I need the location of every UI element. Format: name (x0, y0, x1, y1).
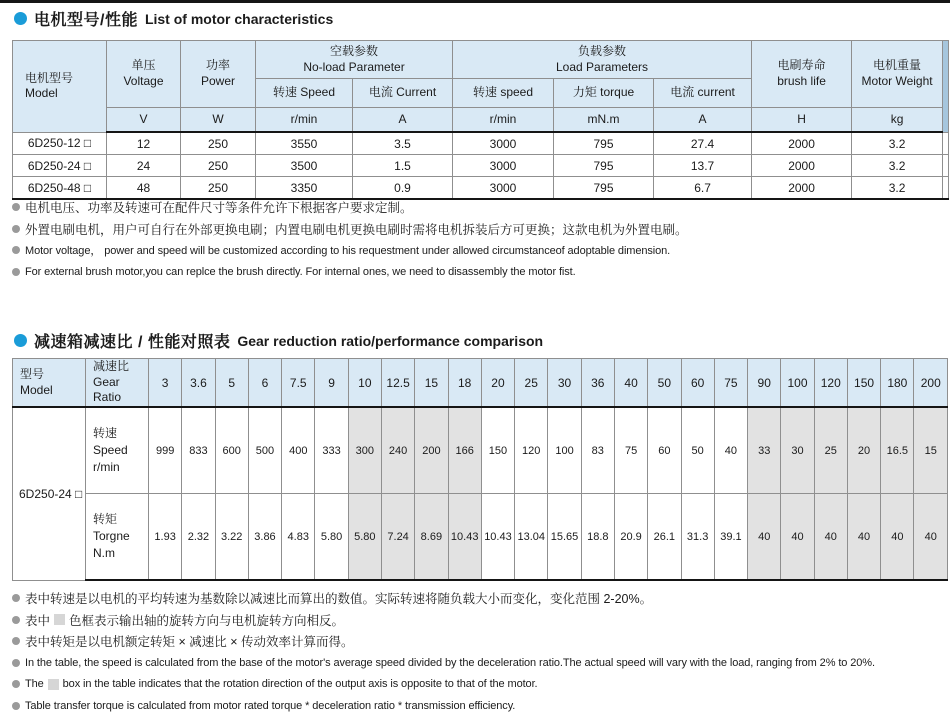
ratio-header-cell: 15 (415, 359, 448, 408)
value-cell: 12 (107, 132, 181, 155)
ratio-header-cell: 36 (581, 359, 614, 408)
value-cell: 2000 (752, 132, 852, 155)
ratio-header-cell: 180 (881, 359, 914, 408)
unit-load-speed: r/min (453, 108, 554, 133)
note-item (12, 656, 875, 670)
value-cell: 24 (107, 155, 181, 177)
value-cell: 3500 (256, 155, 353, 177)
value-cell: 200 (415, 407, 448, 494)
header-gear-ratio: 减速比 Gear Ratio (86, 359, 149, 408)
note-text: The (25, 678, 44, 690)
ratio-header-cell: 12.5 (381, 359, 414, 408)
value-cell: 7.24 (381, 494, 414, 581)
motor-row (13, 177, 949, 200)
header-load-current: 电流 current (654, 79, 752, 108)
value-cell: 3.86 (248, 494, 281, 581)
value-cell: 40 (748, 494, 781, 581)
note-item (12, 699, 875, 713)
bullet-dot-icon (14, 12, 27, 25)
value-cell: 33 (748, 407, 781, 494)
value-cell: 13.7 (654, 155, 752, 177)
unit-power: W (181, 108, 256, 133)
speed-row (13, 407, 948, 494)
note-text: 表中转速是以电机的平均转速为基数除以减速比而算出的数值。实际转速将随负载大小而变化，变化范围 2-20%。 (25, 592, 653, 606)
torque-row (13, 494, 948, 581)
value-cell: 0.9 (353, 177, 453, 200)
value-cell: 3550 (256, 132, 353, 155)
value-cell: 20.9 (614, 494, 647, 581)
value-cell: 13.04 (515, 494, 548, 581)
note-text: In the table, the speed is calculated from the base of the motor's average speed divided by the deceleration ratio.The actual speed will vary with the load, ranging from 2% to 20%. (25, 656, 875, 669)
value-cell: 2.32 (182, 494, 215, 581)
ratio-header-cell: 9 (315, 359, 348, 408)
motor-row (13, 155, 949, 177)
header-noload-group: 空载参数 No-load Parameter (256, 41, 453, 79)
value-cell: 83 (581, 407, 614, 494)
ratio-header-cell: 120 (814, 359, 847, 408)
note-item (12, 200, 688, 214)
page-edge-sliver (943, 132, 949, 155)
section2-title-zh: 减速箱减速比 / 性能对照表 (34, 334, 231, 351)
bullet-icon (12, 203, 20, 211)
motor-row (13, 132, 949, 155)
header-model: 型号 Model (13, 359, 86, 408)
bullet-icon (12, 594, 20, 602)
ratio-header-cell: 25 (515, 359, 548, 408)
header-motor-weight: 电机重量 Motor Weight (852, 41, 943, 108)
note-item (12, 677, 875, 691)
note-item (12, 634, 875, 648)
unit-load-torque: mN.m (554, 108, 654, 133)
note-item (12, 243, 688, 257)
value-cell: 400 (282, 407, 315, 494)
ratio-header-cell: 6 (248, 359, 281, 408)
value-cell: 3.2 (852, 177, 943, 200)
ratio-header-cell: 3.6 (182, 359, 215, 408)
model-cell: 6D250-48 □ (13, 177, 107, 200)
value-cell: 3.22 (215, 494, 248, 581)
value-cell: 15.65 (548, 494, 581, 581)
note-item (12, 613, 875, 627)
header-voltage: 单压 Voltage (107, 41, 181, 108)
gear-ratio-table (12, 358, 948, 581)
page-edge-sliver (943, 177, 949, 200)
value-cell: 40 (914, 494, 948, 581)
ratio-header-cell: 10 (348, 359, 381, 408)
section2-title-en: Gear reduction ratio/performance comparison (237, 332, 544, 349)
value-cell: 10.43 (481, 494, 514, 581)
section2-title (14, 329, 543, 352)
unit-brush-life: H (752, 108, 852, 133)
ratio-header-cell: 40 (614, 359, 647, 408)
value-cell: 3000 (453, 132, 554, 155)
value-cell: 2000 (752, 177, 852, 200)
value-cell: 40 (714, 407, 747, 494)
value-cell: 15 (914, 407, 948, 494)
gray-box-icon (54, 614, 65, 625)
ratio-header-cell: 200 (914, 359, 948, 408)
ratio-header-cell: 100 (781, 359, 814, 408)
value-cell: 6.7 (654, 177, 752, 200)
value-cell: 795 (554, 177, 654, 200)
note-item (12, 222, 688, 236)
value-cell: 4.83 (282, 494, 315, 581)
bullet-icon (12, 225, 20, 233)
note-text: 外置电刷电机，用户可自行在外部更换电刷；内置电刷电机更换电刷时需将电机拆装后方可更换；这款电机为外置电刷。 (25, 222, 688, 237)
header-load-group: 负载参数 Load Parameters (453, 41, 752, 79)
value-cell: 25 (814, 407, 847, 494)
note-text: 电机电压、功率及转速可在配件尺寸等条件允许下根据客户要求定制。 (25, 201, 413, 215)
note-text: 表中 (25, 613, 51, 628)
value-cell: 333 (315, 407, 348, 494)
value-cell: 150 (481, 407, 514, 494)
page-edge-sliver (943, 41, 949, 133)
note-text: box in the table indicates that the rotation direction of the output axis is opposite to that of the motor. (62, 678, 538, 690)
value-cell: 50 (681, 407, 714, 494)
value-cell: 250 (181, 155, 256, 177)
value-cell: 833 (182, 407, 215, 494)
value-cell: 3000 (453, 155, 554, 177)
value-cell: 60 (648, 407, 681, 494)
bullet-icon (12, 246, 20, 254)
value-cell: 3.5 (353, 132, 453, 155)
value-cell: 27.4 (654, 132, 752, 155)
value-cell: 16.5 (881, 407, 914, 494)
header-noload-speed: 转速 Speed (256, 79, 353, 108)
value-cell: 40 (781, 494, 814, 581)
value-cell: 3.2 (852, 155, 943, 177)
ratio-header-cell: 7.5 (282, 359, 315, 408)
ratio-header-cell: 60 (681, 359, 714, 408)
value-cell: 2000 (752, 155, 852, 177)
page-edge-sliver (943, 155, 949, 177)
value-cell: 250 (181, 177, 256, 200)
bullet-icon (12, 702, 20, 710)
ratio-header-cell: 3 (149, 359, 182, 408)
value-cell: 40 (881, 494, 914, 581)
unit-noload-current: A (353, 108, 453, 133)
value-cell: 5.80 (348, 494, 381, 581)
value-cell: 40 (847, 494, 880, 581)
motor-characteristics-table (12, 40, 949, 200)
model-cell: 6D250-12 □ (13, 132, 107, 155)
table1-units-row (13, 108, 949, 133)
ratio-header-cell: 20 (481, 359, 514, 408)
note-text: Table transfer torque is calculated from motor rated torque * deceleration ratio * transmission efficiency. (25, 699, 516, 712)
header-load-torque: 力矩 torque (554, 79, 654, 108)
value-cell: 1.5 (353, 155, 453, 177)
value-cell: 300 (348, 407, 381, 494)
top-divider (0, 0, 950, 3)
row-label: 转速 Speed r/min (86, 407, 149, 494)
value-cell: 5.80 (315, 494, 348, 581)
value-cell: 3350 (256, 177, 353, 200)
ratio-header-cell: 50 (648, 359, 681, 408)
bullet-icon (12, 659, 20, 667)
value-cell: 1.93 (149, 494, 182, 581)
value-cell: 48 (107, 177, 181, 200)
value-cell: 39.1 (714, 494, 747, 581)
value-cell: 795 (554, 132, 654, 155)
value-cell: 600 (215, 407, 248, 494)
motor-notes-list (12, 200, 688, 286)
value-cell: 40 (814, 494, 847, 581)
value-cell: 795 (554, 155, 654, 177)
value-cell: 8.69 (415, 494, 448, 581)
unit-voltage: V (107, 108, 181, 133)
value-cell: 999 (149, 407, 182, 494)
ratio-header-cell: 90 (748, 359, 781, 408)
ratio-header-cell: 30 (548, 359, 581, 408)
header-model: 电机型号 Model (13, 41, 107, 133)
note-text: 色框表示输出轴的旋转方向与电机旋转方向相反。 (69, 613, 345, 628)
value-cell: 30 (781, 407, 814, 494)
header-power: 功率 Power (181, 41, 256, 108)
value-cell: 31.3 (681, 494, 714, 581)
note-text: For external brush motor,you can replce the brush directly. For internal ones, we need to disassembly the motor fist. (25, 265, 576, 278)
ratio-header-cell: 5 (215, 359, 248, 408)
section1-title-zh: 电机型号/性能 (34, 12, 138, 29)
section1-title (14, 7, 333, 30)
value-cell: 18.8 (581, 494, 614, 581)
value-cell: 3000 (453, 177, 554, 200)
value-cell: 500 (248, 407, 281, 494)
model-cell: 6D250-24 □ (13, 407, 86, 580)
bullet-icon (12, 268, 20, 276)
model-cell: 6D250-24 □ (13, 155, 107, 177)
header-brush-life: 电刷寿命 brush life (752, 41, 852, 108)
section1-title-en: List of motor characteristics (144, 10, 334, 27)
value-cell: 100 (548, 407, 581, 494)
unit-noload-speed: r/min (256, 108, 353, 133)
ratio-header-cell: 75 (714, 359, 747, 408)
ratio-header-cell: 18 (448, 359, 481, 408)
bullet-icon (12, 680, 20, 688)
bullet-dot-icon (14, 334, 27, 347)
unit-weight: kg (852, 108, 943, 133)
value-cell: 3.2 (852, 132, 943, 155)
note-item (12, 591, 875, 605)
value-cell: 166 (448, 407, 481, 494)
table2-header-row (13, 359, 948, 408)
value-cell: 26.1 (648, 494, 681, 581)
row-label: 转矩 Torgne N.m (86, 494, 149, 581)
value-cell: 10.43 (448, 494, 481, 581)
header-noload-current: 电流 Current (353, 79, 453, 108)
unit-load-current: A (654, 108, 752, 133)
note-text: Motor voltage， power and speed will be customized according to his requestment under allowed circumstanceof adoptable dimension. (25, 245, 671, 257)
ratio-header-cell: 150 (847, 359, 880, 408)
note-text: 表中转矩是以电机额定转矩 × 减速比 × 传动效率计算而得。 (25, 635, 354, 649)
table1-header-row1 (13, 41, 949, 79)
value-cell: 20 (847, 407, 880, 494)
note-item (12, 265, 688, 279)
header-load-speed: 转速 speed (453, 79, 554, 108)
gray-box-icon (48, 679, 59, 690)
bullet-icon (12, 616, 20, 624)
value-cell: 240 (381, 407, 414, 494)
value-cell: 250 (181, 132, 256, 155)
value-cell: 75 (614, 407, 647, 494)
bullet-icon (12, 637, 20, 645)
gear-notes-list (12, 591, 875, 720)
value-cell: 120 (515, 407, 548, 494)
